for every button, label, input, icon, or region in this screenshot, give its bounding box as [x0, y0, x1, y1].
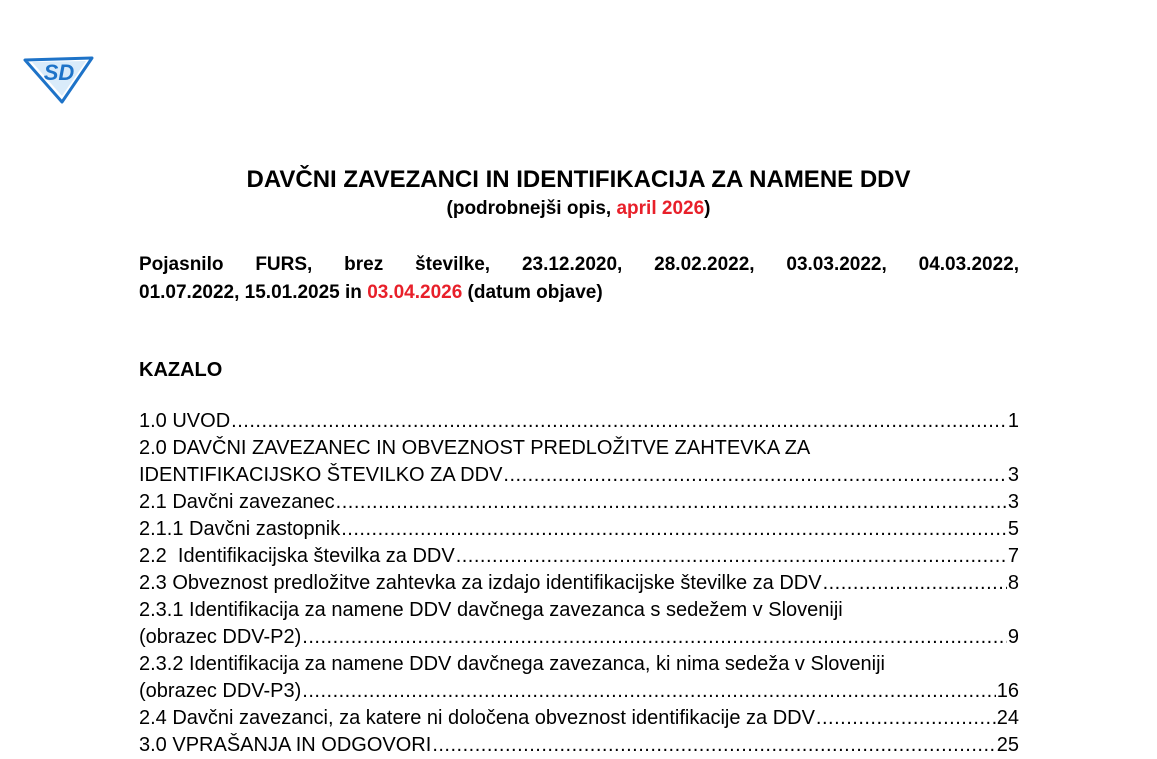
toc-entry-title: (obrazec DDV-P2) [139, 626, 302, 648]
toc-entry[interactable] [139, 705, 1019, 732]
toc-entry[interactable] [139, 516, 1019, 543]
toc-entry-title: IDENTIFIKACIJSKO ŠTEVILKO ZA DDV [139, 464, 503, 486]
toc-leader [336, 489, 1007, 516]
toc-entry[interactable] [139, 678, 1019, 705]
toc-leader [816, 705, 996, 732]
toc-leader [456, 543, 1007, 570]
table-of-contents-heading: KAZALO [139, 359, 223, 381]
toc-entry-page: 16 [996, 680, 1019, 702]
toc-entry[interactable] [139, 732, 1019, 759]
toc-entry-page: 9 [1007, 626, 1019, 648]
toc-leader [341, 516, 1007, 543]
toc-entry-title: 2.4 Davčni zavezanci, za katere ni določena obveznost identifikacije za DDV [139, 707, 815, 729]
toc-entry-page: 7 [1007, 545, 1019, 567]
toc-entry-line[interactable]: 2.3.1 Identifikacija za namene DDV davčnega zavezanca s sedežem v Sloveniji [139, 599, 843, 621]
table-of-contents [139, 408, 1019, 759]
toc-leader [302, 678, 995, 705]
toc-entry-title: 2.3 Obveznost predložitve zahtevka za izdajo identifikacijske številke za DDV [139, 572, 822, 594]
document-title: DAVČNI ZAVEZANCI IN IDENTIFIKACIJA ZA NAMENE DDV [246, 166, 911, 193]
document-subtitle [0, 196, 1157, 222]
toc-leader [302, 624, 1007, 651]
toc-leader [432, 732, 995, 759]
toc-entry-line[interactable]: 2.0 DAVČNI ZAVEZANEC IN OBVEZNOST PREDLOŽITVE ZAHTEVKA ZA [139, 437, 811, 459]
toc-leader [231, 408, 1007, 435]
toc-entry[interactable] [139, 462, 1019, 489]
toc-entry[interactable] [139, 543, 1019, 570]
toc-entry-page: 8 [1007, 572, 1019, 594]
toc-entry-line[interactable]: 2.3.2 Identifikacija za namene DDV davčnega zavezanca, ki nima sedeža v Sloveniji [139, 653, 885, 675]
toc-leader [503, 462, 1006, 489]
toc-entry[interactable] [139, 624, 1019, 651]
toc-leader [823, 570, 1007, 597]
explanation-line-1: Pojasnilo FURS, brez številke, 23.12.2020, 28.02.2022, 03.03.2022, 04.03.2022, [139, 254, 1019, 275]
toc-entry-page: 25 [996, 734, 1019, 756]
company-logo [22, 50, 96, 104]
toc-entry-title: 2.1.1 Davčni zastopnik [139, 518, 341, 540]
explanation-dates: 01.07.2022, 15.01.2025 in [139, 282, 368, 303]
explanation-note: (datum objave) [462, 282, 603, 303]
toc-entry-title: 2.1 Davčni zavezanec [139, 491, 335, 513]
toc-entry[interactable] [139, 408, 1019, 435]
toc-entry-page: 5 [1007, 518, 1019, 540]
toc-entry-title: 1.0 UVOD [139, 410, 231, 432]
explanation-latest-date: 03.04.2026 [367, 282, 463, 303]
toc-entry-page: 24 [996, 707, 1019, 729]
subtitle-close: ) [704, 198, 711, 219]
subtitle-date: april 2026 [616, 198, 705, 219]
toc-entry-title: 3.0 VPRAŠANJA IN ODGOVORI [139, 734, 432, 756]
logo-letters: SD [43, 60, 75, 85]
toc-entry-page: 1 [1007, 410, 1019, 432]
explanation-reference [139, 251, 1019, 307]
subtitle-open: (podrobnejši opis, [446, 198, 617, 219]
toc-entry-title: 2.2 Identifikacijska številka za DDV [139, 545, 455, 567]
toc-entry[interactable] [139, 489, 1019, 516]
toc-entry-page: 3 [1007, 491, 1019, 513]
toc-entry[interactable] [139, 570, 1019, 597]
toc-entry-title: (obrazec DDV-P3) [139, 680, 302, 702]
toc-entry-page: 3 [1007, 464, 1019, 486]
explanation-line-2 [139, 279, 1019, 307]
